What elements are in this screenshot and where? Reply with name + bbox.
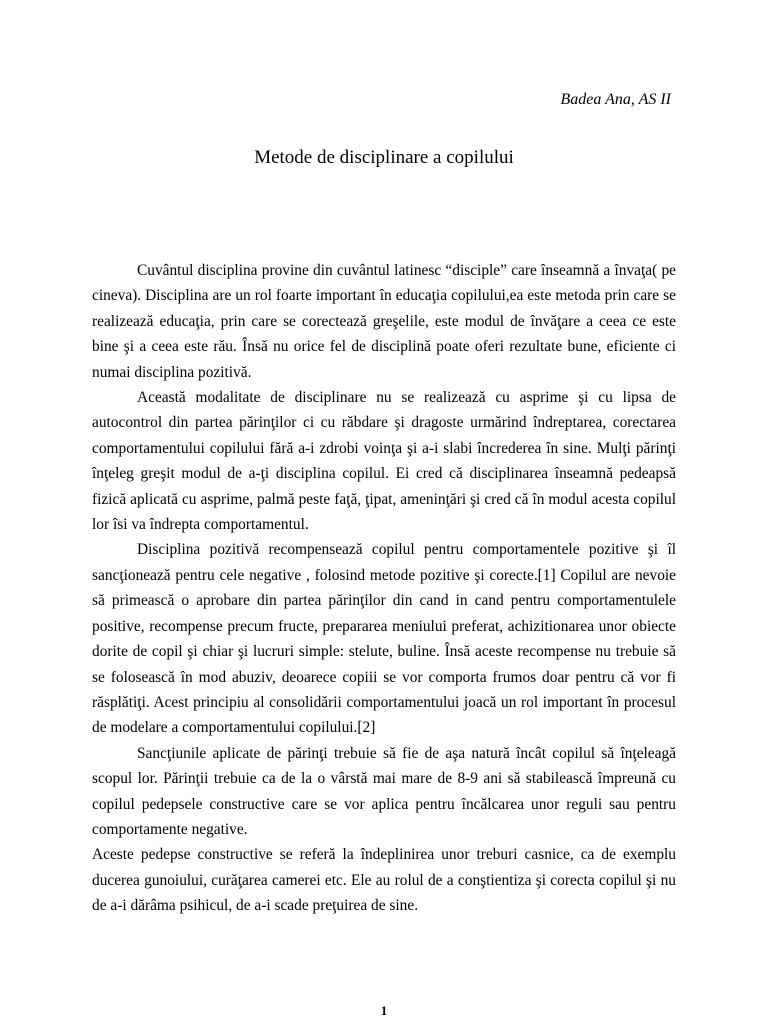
paragraph-1: Cuvântul disciplina provine din cuvântul latinesc “disciple” care înseamnă a învaţa( pe cineva). Disciplina are un rol foarte important în educaţia copilului,ea este metoda prin care se realizează educaţia, prin care se corectează greşelile, este modul de învăţare a ceea ce este bine şi a ceea este rău. Însă nu orice fel de disciplină poate oferi rezultate bune, eficiente ci numai disciplina pozitivă. xyxy=(92,262,676,381)
paragraph-2: Această modalitate de disciplinare nu se realizează cu asprime şi cu lipsa de autocontrol din partea părinţilor ci cu răbdare şi dragoste urmărind îndreptarea, corectarea comportamentului copilului fără a-i zdrobi voinţa şi a-i slabi încrederea în sine. Mulţi părinţi înţeleg greşit modul de a-ţi disciplina copilul. Ei cred că disciplinarea înseamnă pedeapsă fizică aplicată cu asprime, palmă peste faţă, ţipat, ameninţări şi cred că în modul acesta copilul lor îsi va îndrepta comportamentul. xyxy=(92,389,676,534)
paragraph-3: Disciplina pozitivă recompensează copilul pentru comportamentele pozitive şi îl sancţionează pentru cele negative , folosind metode pozitive şi corecte.[1] Copilul are nevoie să primească o aprobare din partea părinţilor din cand in cand pentru comportamentulele positive, recompense precum fructe, prepararea meniului preferat, achizitionarea unor obiecte dorite de copil şi chiar şi lucruri simple: stelute, buline. Însă aceste recompense nu trebuie să se folosească în mod abuziv, deoarece copiii se vor comporta frumos doar pentru că vor fi răsplătiţi. Acest principiu al consolidării comportamentului joacă un rol important în procesul de modelare a comportamentului copilului.[2] xyxy=(92,541,676,737)
paragraph-4: Sancţiunile aplicate de părinţi trebuie să fie de aşa natură încât copilul să înţeleagă scopul lor. Părinţii trebuie ca de la o vârstă mai mare de 8-9 ani să stabilească împreună cu copilul pedepsele constructive care se vor aplica pentru încălcarea unor reguli sau pentru comportamente negative. xyxy=(92,744,676,838)
paragraph-5: Aceste pedepse constructive se referă la îndeplinirea unor treburi casnice, ca de exemplu ducerea gunoiului, curăţarea camerei etc. Ele au rolul de a conştientiza şi corecta copilul şi nu de a-i dărâma psihicul, de a-i scade preţuirea de sine. xyxy=(92,846,676,915)
author-line: Badea Ana, AS II xyxy=(560,91,671,108)
document-body xyxy=(92,258,676,919)
page-number: 1 xyxy=(380,1003,388,1018)
document-title: Metode de disciplinare a copilului xyxy=(254,147,514,168)
